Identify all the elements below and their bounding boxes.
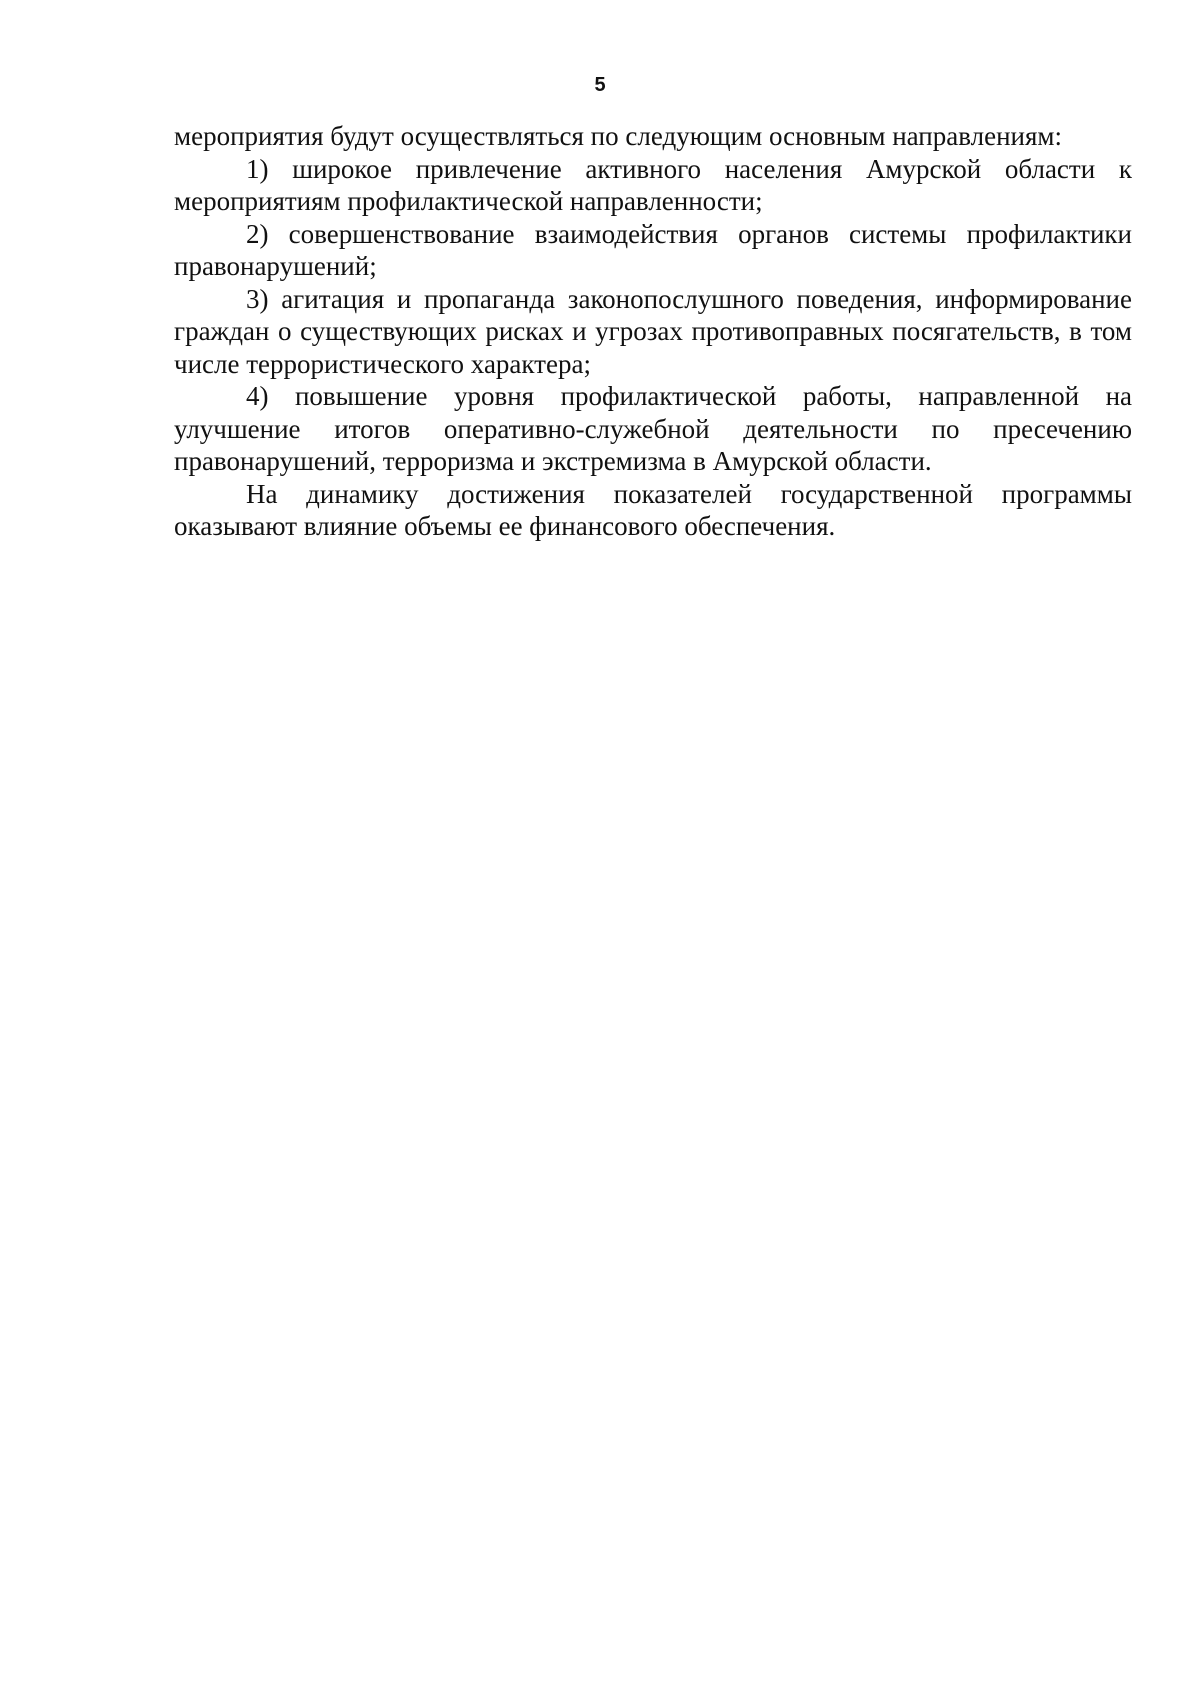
- paragraph-item-2: 2) совершенствование взаимодействия органов системы профилактики правонарушений;: [174, 218, 1132, 281]
- paragraph-intro: мероприятия будут осуществляться по следующим основным направлениям:: [174, 121, 1062, 151]
- page-number: 5: [594, 74, 606, 96]
- body-text: [174, 120, 1132, 543]
- paragraph-item-1: 1) широкое привлечение активного населения Амурской области к мероприятиям профилактической направленности;: [174, 153, 1132, 216]
- paragraph-conclusion: На динамику достижения показателей государственной программы оказывают влияние объемы ее финансового обеспечения.: [174, 478, 1132, 541]
- paragraph-item-4: 4) повышение уровня профилактической работы, направленной на улучшение итогов оперативно-служебной деятельности по пресечению правонарушений, терроризма и экстремизма в Амурской области.: [174, 381, 1132, 476]
- paragraph-item-3: 3) агитация и пропаганда законопослушного поведения, информирование граждан о существующих рисках и угрозах противоправных посягательств, в том числе террористического характера;: [174, 283, 1132, 379]
